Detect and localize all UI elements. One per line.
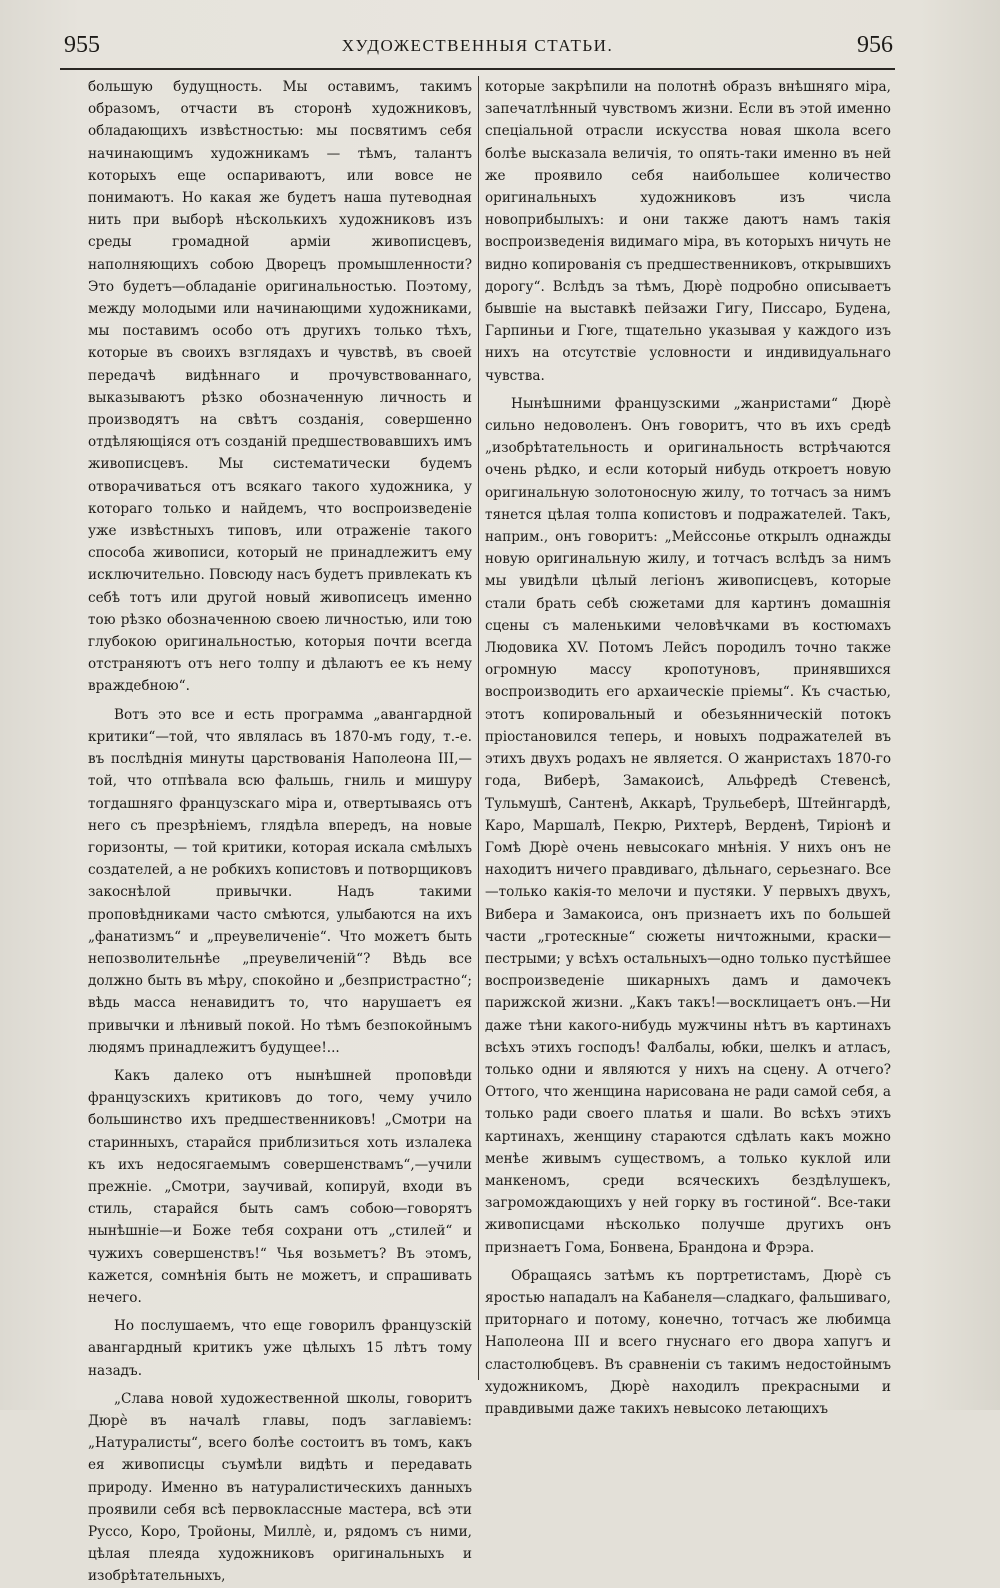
paragraph: Нынѣшними французскими „жанристами“ Дюрѐ сильно недоволенъ. Онъ говоритъ, что въ ихъ средѣ „изобрѣтательность и оригинальность встрѣчаются очень рѣдко, и если который нибудь откроетъ новую оригинальную золотоносную жилу, то тотчасъ за нимъ тянется цѣлая толпа копистовъ и подражателей. Такъ, наприм., онъ говоритъ: „Мейссонье открылъ однажды новую оригинальную жилу, и тотчасъ вслѣдъ за нимъ мы увидѣли цѣлый легіонъ живописцевъ, которые стали брать себѣ сюжетами для картинъ домашнія сцены съ маленькими человѣчками въ костюмахъ Людовика XV. Потомъ Лейсъ породилъ точно также огромную массу кропотуновъ, принявшихся воспроизводить его архаическіе пріемы“. Къ счастью, этотъ копировальный и обезьянническій потокъ пріостановился теперь, и новыхъ подражателей въ этихъ двухъ родахъ не является. О жанристахъ 1870-го года, Виберѣ, Замакоисѣ, Альфредѣ Стевенсѣ, Тульмушѣ, Сантенѣ, Аккарѣ, Трульеберѣ, Штейнгардѣ, Каро, Маршалѣ, Пекрю, Рихтерѣ, Верденѣ, Тиріонѣ и Гомѣ Дюрѐ очень невысокаго мнѣнія. У нихъ онъ не находитъ ничего правдиваго, дѣльнаго, серьезнаго. Все—только какія-то мелочи и пустяки. У первыхъ двухъ, Вибера и Замакоиса, онъ признаетъ ихъ по большей части „гротескные“ сюжеты ничтожными, краски—пестрыми; у всѣхъ остальныхъ—одно только пустѣйшее воспроизведеніе шикарныхъ дамъ и дамочекъ парижской жизни. „Какъ такъ!—восклицаетъ онъ.—Ни даже тѣни какого-нибудь мужчины нѣтъ въ картинахъ всѣхъ этихъ господъ! Фалбалы, юбки, шелкъ и атласъ, только одни и являются у нихъ на сцену. А отчего? Оттого, что женщина нарисована не ради самой себя, а только ради своего платья и шали. Во всѣхъ этихъ картинахъ, женщину стараются сдѣлать какъ можно менѣе живымъ существомъ, а только куклой или манкеномъ, среди всяческихъ бездѣлушекъ, загромождающихъ у ней горку въ гостиной“. Все-таки живописцами нѣсколько получше другихъ онъ признаетъ Гома, Бонвена, Брандона и Фрэра. xyxy=(485,395,891,1256)
paragraph: большую будущность. Мы оставимъ, такимъ образомъ, отчасти въ сторонѣ художниковъ, обладающихъ извѣстностью: мы посвятимъ себя начинающимъ художникамъ — тѣмъ, талантъ которыхъ еще оспариваютъ, или вовсе не понимаютъ. Но какая же будетъ наша путеводная нить при выборѣ нѣсколькихъ художниковъ изъ среды громадной арміи живописцевъ, наполняющихъ собою Дворецъ промышленности? Это будетъ—обладаніе оригинальностью. Поэтому, между молодыми или начинающими художниками, мы поставимъ особо отъ другихъ только тѣхъ, которые въ своихъ взглядахъ и чувствѣ, въ своей передачѣ видѣннаго и прочувствованнаго, выказываютъ рѣзко обозначенную личность и производятъ на свѣтъ созданія, совершенно отдѣляющіяся отъ созданій предшествовавшихъ имъ живописцевъ. Мы систематически будемъ отворачиваться отъ всякаго такого художника, у котораго только и найдемъ, что воспроизведеніе уже извѣстныхъ типовъ, или отраженіе такого способа живописи, который не принадлежитъ ему исключительно. Повсюду насъ будетъ привлекать къ себѣ тотъ или другой новый живописецъ именно тою рѣзко обозначенною своею личностью, или тою глубокою оригинальностью, которыя почти всегда отстраняютъ отъ него толпу и дѣлаютъ ее къ нему враждебною“. xyxy=(88,79,472,695)
paragraph: „Слава новой художественной школы, говоритъ Дюрѐ въ началѣ главы, подъ заглавіемъ: „Натуралисты“, всего болѣе состоитъ въ томъ, какъ ея живописцы съумѣли видѣть и передавать природу. Именно въ натуралистическихъ данныхъ проявили себя всѣ первоклассные мастера, всѣ эти Руссо, Коро, Тройоны, Миллѐ, и, рядомъ съ ними, цѣлая плеяда художниковъ оригинальныхъ и изобрѣтательныхъ, xyxy=(88,1390,472,1585)
page-number-left: 955 xyxy=(64,32,100,58)
column-divider xyxy=(478,76,479,1380)
paragraph: которые закрѣпили на полотнѣ образъ внѣшняго міра, запечатлѣнный чувствомъ жизни. Если въ этой именно спеціальной отрасли искусства новая школа всего болѣе высказала величія, то опять-таки именно въ ней же проявило себя наибольшее количество оригинальныхъ художниковъ изъ числа новоприбылыхъ: и они также даютъ намъ такія воспроизведенія видимаго міра, въ которыхъ ничуть не видно копированія съ предшественниковъ, открывшихъ дорогу“. Вслѣдъ за тѣмъ, Дюрѐ подробно описываетъ бывшіе на выставкѣ пейзажи Гигу, Писсаро, Будена, Гарпиньи и Гюге, тщательно указывая у каждого изъ нихъ на отсутствіе условности и индивидуальнаго чувства. xyxy=(485,79,891,384)
paragraph: Обращаясь затѣмъ къ портретистамъ, Дюрѐ съ яростью нападалъ на Кабанеля—сладкаго, фальшиваго, приторнаго и потому, конечно, тотчасъ же любимца Наполеона III и всего гнуснаго его двора хапугъ и сластолюбцевъ. Въ сравненіи съ такимъ недостойнымъ художникомъ, Дюрѐ находилъ прекрасными и правдивыми даже такихъ невысоко летающихъ xyxy=(485,1267,892,1417)
paragraph: Какъ далеко отъ нынѣшней проповѣди французскихъ критиковъ до того, чему учило большинство ихъ предшественниковъ! „Смотри на старинныхъ, старайся приблизиться хоть излалека къ ихъ недосягаемымъ совершенствамъ“,—учили прежніе. „Смотри, заучивай, копируй, входи въ стиль, старайся быть самъ собою—говорятъ нынѣшніе—и Боже тебя сохрани отъ „стилей“ и чужихъ совершенствъ!“ Чья возьметъ? Въ этомъ, кажется, сомнѣнія быть не можетъ, и спрашивать нечего. xyxy=(88,1067,472,1306)
page-number-right: 956 xyxy=(857,32,893,58)
running-title: ХУДОЖЕСТВЕННЫЯ СТАТЬИ. xyxy=(341,36,614,55)
paragraph: Вотъ это все и есть программа „авангардной критики“—той, что являлась въ 1870-мъ году, т.-е. въ послѣднія минуты царствованія Наполеона III,—той, что отпѣвала всю фальшь, гниль и мишуру тогдашняго французскаго міра и, отвертываясь отъ него съ презрѣніемъ, глядѣла впередъ, на новые горизонты, — той критики, которая искала смѣлыхъ создателей, а не робкихъ копистовъ и потворщиковъ закоснѣлой привычки. Надъ такими проповѣдниками часто смѣются, улыбаются на ихъ „фанатизмъ“ и „преувеличеніе“. Что можетъ быть непозволительнѣе „преувеличеній“? Вѣдь все должно быть въ мѣру, спокойно и „безпристрастно“; вѣдь масса ненавидитъ то, что нарушаетъ ея привычки и лѣнивый покой. Но тѣмъ безпокойнымъ людямъ принадлежитъ будущее!... xyxy=(88,706,472,1056)
running-header xyxy=(60,28,895,70)
paragraph: Но послушаемъ, что еще говорилъ французскій авангардный критикъ уже цѣлыхъ 15 лѣтъ тому назадъ. xyxy=(88,1318,472,1379)
right-column xyxy=(485,76,892,1417)
left-column xyxy=(88,76,472,1585)
